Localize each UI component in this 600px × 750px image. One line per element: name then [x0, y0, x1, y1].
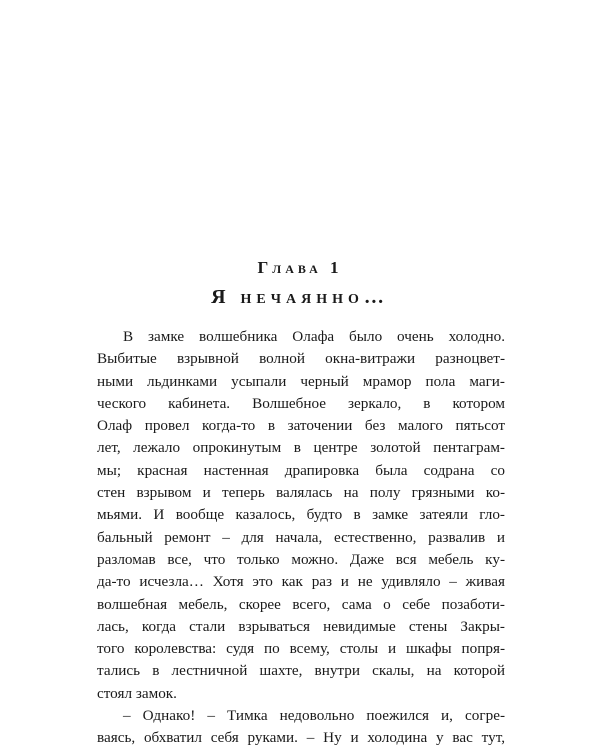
text-line: ческого кабинета. Волшебное зеркало, в котором — [97, 394, 505, 412]
chapter-title: Я нечаянно… — [211, 286, 389, 308]
text-line: лась, когда стали взрываться невидимые стены Закры- — [97, 617, 505, 635]
text-line: бальный ремонт – для начала, естественно, развалив и — [97, 528, 505, 546]
text-line: Выбитые взрывной волной окна-витражи разноцвет- — [97, 350, 505, 368]
text-line: того королевства: судя по всему, столы и шкафы попря- — [97, 640, 505, 658]
text-line: стоял замок. — [97, 684, 177, 702]
text-line: тались в лестничной шахте, внутри скалы, на которой — [97, 662, 505, 680]
text-line: да-то исчезла… Хотя это как раз и не удивляло – живая — [97, 573, 505, 591]
text-line: ными льдинками усыпали черный мрамор пола маги- — [97, 372, 505, 390]
text-line: лет, лежало опрокинутым в центре золотой пентаграм- — [97, 439, 505, 457]
text-line: В замке волшебника Олафа было очень холодно. — [123, 328, 505, 345]
text-line: разломав все, что только можно. Даже вся мебель ку- — [97, 550, 505, 568]
text-line: мьями. И вообще казалось, будто в замке затеяли гло- — [97, 506, 505, 524]
text-line: – Однако! – Тимка недовольно поежился и, согре- — [123, 707, 505, 725]
paragraph-2 — [97, 705, 505, 750]
text-line: Олаф провел когда-то в заточении без малого пятьсот — [97, 417, 505, 435]
text-line: волшебная мебель, скорее всего, сама о себе позаботи- — [97, 595, 505, 613]
paragraph-1 — [97, 326, 505, 705]
chapter-body — [97, 326, 505, 750]
text-line: мы; красная настенная драпировка была содрана со — [97, 461, 505, 479]
text-line: стен взрывом и теперь валялась на полу грязными ко- — [97, 484, 505, 502]
chapter-number: Глава 1 — [257, 258, 343, 277]
text-line: ваясь, обхватил себя руками. – Ну и холодина у вас тут, — [97, 729, 505, 747]
